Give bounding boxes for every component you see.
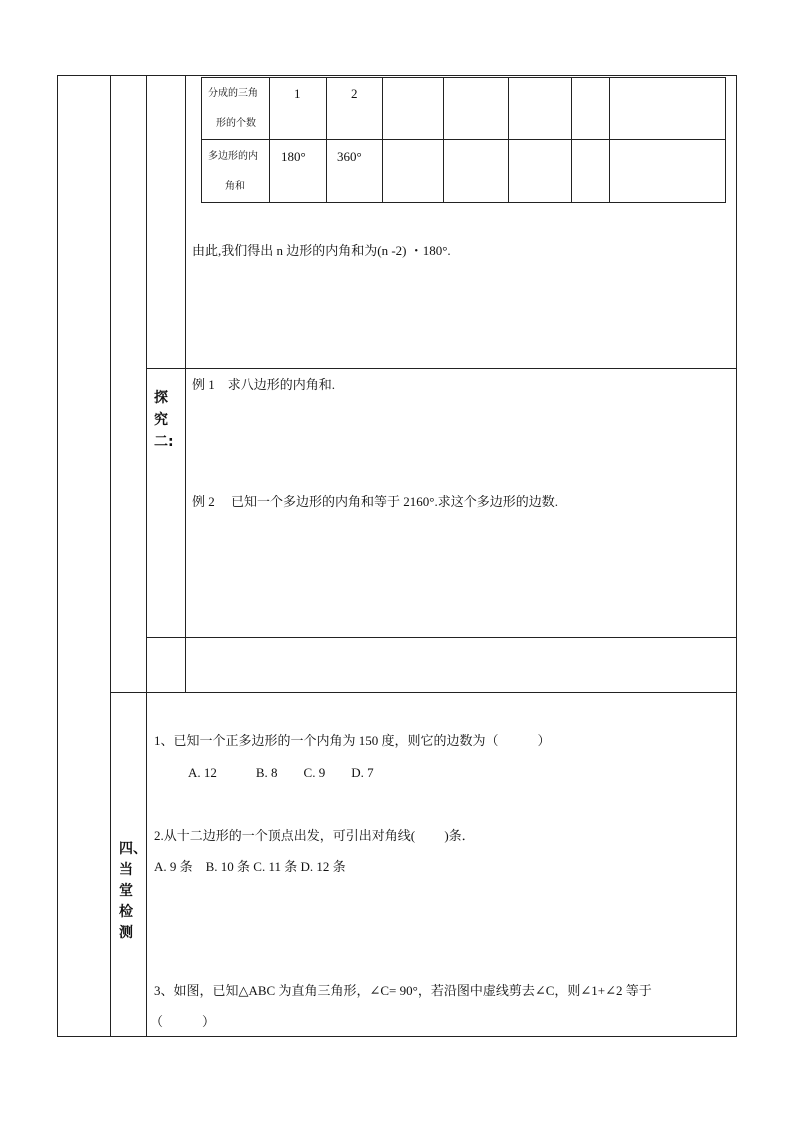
row2-label-line1: 多边形的内 (208, 151, 258, 162)
outer-left-border (57, 75, 58, 1037)
row-divider-empty-row-top (146, 637, 737, 638)
section4-label-char-4: 检 (119, 904, 133, 920)
row-divider-section4-top (110, 692, 737, 693)
section4-label-char-1: 四、 (119, 841, 147, 857)
outer-right-border (736, 75, 737, 1037)
row2-label-line2: 角和 (225, 181, 245, 192)
explore2-label-char-3: 二: (154, 434, 174, 450)
column-divider-3 (185, 75, 186, 692)
row1-label-line2: 形的个数 (216, 118, 256, 129)
inner-table-col-2 (326, 77, 327, 203)
inner-table-col-4 (443, 77, 444, 203)
row2-value-2: 360° (337, 149, 362, 164)
row1-value-1: 1 (294, 86, 301, 101)
section4-label-char-2: 当 (119, 862, 133, 878)
conclusion-text: 由此,我们得出 n 边形的内角和为(n -2) ・180°. (192, 243, 451, 258)
row1-value-2: 2 (351, 86, 358, 101)
question-2: 2.从十二边形的一个顶点出发，可引出对角线( )条． (154, 828, 475, 843)
question-1: 1、已知一个正多边形的一个内角为 150 度，则它的边数为（ ） (154, 733, 551, 748)
outer-top-border (57, 75, 737, 76)
outer-bottom-border (57, 1036, 737, 1037)
section4-label (119, 841, 147, 941)
inner-table-bottom (201, 202, 726, 203)
inner-table-col-7 (609, 77, 610, 203)
inner-table-col-6 (571, 77, 572, 203)
example2-text: 例 2 已知一个多边形的内角和等于 2160°.求这个多边形的边数. (192, 494, 558, 509)
example1-text: 例 1 求八边形的内角和. (192, 377, 336, 392)
row2-value-1: 180° (281, 149, 306, 164)
column-divider-1 (110, 75, 111, 1037)
inner-table-col-3 (382, 77, 383, 203)
inner-table-mid (201, 139, 726, 140)
inner-table-top (201, 77, 726, 78)
section4-label-char-5: 测 (119, 925, 133, 941)
inner-table-col-1 (269, 77, 270, 203)
inner-table-left (201, 77, 202, 203)
row1-label-line1: 分成的三角 (208, 88, 258, 99)
question-1-options: A. 12 B. 8 C. 9 D. 7 (188, 765, 374, 780)
explore2-label-char-2: 究 (154, 412, 168, 428)
explore2-label-char-1: 探 (154, 390, 168, 406)
question-3-line2: （ ） (150, 1014, 216, 1029)
section4-label-char-3: 堂 (119, 883, 133, 899)
inner-table-right (725, 77, 726, 203)
question-3-line1: 3、如图，已知△ABC 为直角三角形，∠C= 90°，若沿图中虚线剪去∠C，则∠1+∠2 等于 (154, 983, 652, 998)
question-2-options: A. 9 条 B. 10 条 C. 11 条 D. 12 条 (154, 859, 346, 874)
inner-table-col-5 (508, 77, 509, 203)
explore2-label (154, 390, 174, 450)
row-divider-explore2-top (146, 368, 737, 369)
